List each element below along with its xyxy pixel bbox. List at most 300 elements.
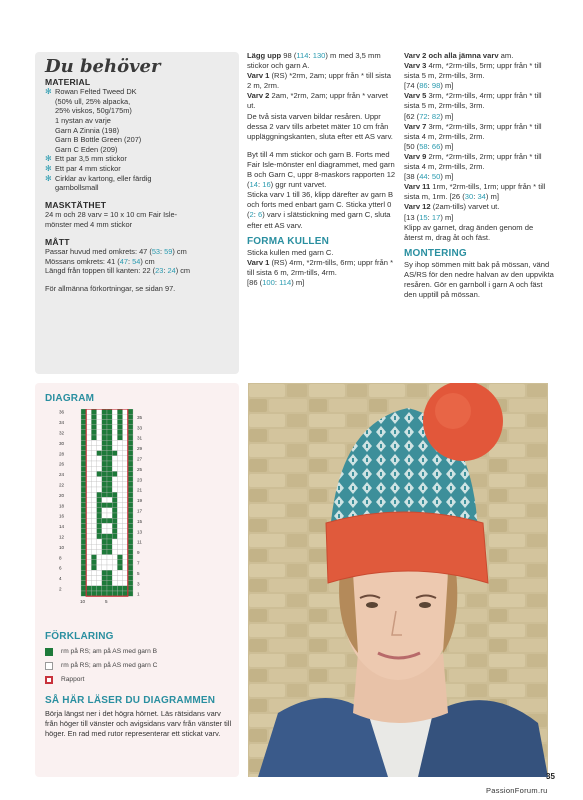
chart-row-label: 8	[59, 555, 62, 561]
crown-row-1-count: [86 (100: 114) m]	[247, 277, 305, 287]
instructions-column-2	[247, 51, 397, 288]
chart-row-label: 22	[59, 482, 65, 488]
chart-cell	[81, 565, 86, 570]
chart-cell	[86, 440, 91, 445]
chart-cell	[102, 560, 107, 565]
chart-cell	[128, 451, 133, 456]
chart-cell	[123, 414, 128, 419]
chart-cell	[117, 419, 122, 424]
chart-cell	[112, 503, 117, 508]
chart-cell	[112, 549, 117, 554]
chart-cell	[123, 518, 128, 523]
chart-row-label: 15	[137, 518, 143, 524]
chart-cell	[81, 560, 86, 565]
chart-cell	[91, 477, 96, 482]
crown-heading: FORMA KULLEN	[247, 235, 330, 247]
chart-cell	[112, 409, 117, 414]
chart-cell	[102, 435, 107, 440]
chart-cell	[102, 518, 107, 523]
chart-cell	[128, 581, 133, 586]
chart-cell	[112, 544, 117, 549]
chart-cell	[107, 425, 112, 430]
chart-cell	[86, 482, 91, 487]
chart-cell	[123, 560, 128, 565]
chart-cell	[117, 591, 122, 596]
chart-cell	[107, 555, 112, 560]
chart-cell	[128, 586, 133, 591]
chart-cell	[91, 430, 96, 435]
chart-cell	[117, 555, 122, 560]
chart-cell	[81, 503, 86, 508]
bullet-icon: ✻	[45, 87, 52, 97]
chart-cell	[102, 529, 107, 534]
chart-cell	[128, 430, 133, 435]
chart-cell	[91, 565, 96, 570]
chart-cell	[123, 471, 128, 476]
chart-cell	[81, 508, 86, 513]
chart-cell	[97, 560, 102, 565]
chart-cell	[128, 555, 133, 560]
size-line-2: Mössans omkrets: 41 (47: 54) cm	[45, 256, 155, 266]
chart-cell	[102, 508, 107, 513]
legend	[45, 645, 157, 687]
chart-cell	[86, 409, 91, 414]
diagram-title: DIAGRAM	[45, 393, 95, 404]
chart-cell	[91, 586, 96, 591]
chart-cell	[112, 565, 117, 570]
chart-cell	[123, 466, 128, 471]
chart-cell	[102, 430, 107, 435]
chart-cell	[128, 539, 133, 544]
chart-cell	[123, 492, 128, 497]
chart-row-label: 2	[59, 586, 62, 592]
legend-item-green: rm på RS; am på AS med garn B	[45, 645, 157, 659]
chart-cell	[81, 456, 86, 461]
chart-cell	[117, 581, 122, 586]
chart-cell	[81, 523, 86, 528]
gauge-heading: MASKTÄTHET	[45, 199, 107, 210]
chart-cell	[123, 409, 128, 414]
chart-cell	[86, 451, 91, 456]
chart-cell	[123, 461, 128, 466]
chart-row-label: 34	[59, 420, 65, 426]
chart-cell	[112, 471, 117, 476]
chart-cell	[97, 565, 102, 570]
chart-cell	[107, 591, 112, 596]
chart-cell	[102, 482, 107, 487]
material-box	[35, 52, 239, 374]
chart-cell	[81, 534, 86, 539]
chart-cell	[102, 487, 107, 492]
chart-cell	[112, 591, 117, 596]
chart-cell	[128, 523, 133, 528]
chart-cell	[107, 487, 112, 492]
chart-cell	[81, 544, 86, 549]
chart-cell	[102, 466, 107, 471]
chart-cell	[91, 425, 96, 430]
yarn-item: ✻ Rowan Felted Tweed DK	[45, 87, 137, 97]
legend-title: FÖRKLARING	[45, 631, 114, 642]
chart-cell	[123, 477, 128, 482]
chart-cell	[86, 539, 91, 544]
chart-cell	[107, 440, 112, 445]
chart-cell	[91, 539, 96, 544]
chart-cell	[86, 466, 91, 471]
chart-cell	[107, 503, 112, 508]
chart-cell	[91, 529, 96, 534]
size-heading: MÅTT	[45, 236, 70, 247]
chart-cell	[97, 539, 102, 544]
chart-cell	[91, 513, 96, 518]
chart-row-label: 25	[137, 466, 143, 472]
chart-cell	[102, 471, 107, 476]
needles-item-2: ✻ Ett par 4 mm stickor	[45, 163, 121, 173]
chart-cell	[97, 477, 102, 482]
chart-cell	[81, 477, 86, 482]
model-photo	[248, 383, 548, 777]
crown-row-3-count: [74 (86: 98) m]	[404, 81, 454, 91]
chart-cell	[86, 487, 91, 492]
chart-cell	[128, 425, 133, 430]
chart-cell	[102, 445, 107, 450]
chart-cell	[97, 508, 102, 513]
legend-item-white: rm på RS; am på AS med garn C	[45, 659, 157, 673]
chart-cell	[128, 435, 133, 440]
chart-cell	[102, 425, 107, 430]
chart-cell	[117, 518, 122, 523]
chart-cell	[102, 451, 107, 456]
chart-row-label: 31	[137, 435, 143, 441]
chart-cell	[102, 497, 107, 502]
chart-cell	[91, 414, 96, 419]
chart-row-label: 27	[137, 456, 143, 462]
chart-row-label: 12	[59, 534, 65, 540]
circles-item-cont: garnbollsmall	[55, 183, 99, 193]
chart-cell	[128, 477, 133, 482]
finish-paragraph: Klipp av garnet, drag änden genom de återst m, drag åt och fäst.	[404, 222, 534, 242]
chart-cell	[123, 503, 128, 508]
fair-isle-paragraph: Byt till 4 mm stickor och garn B. Forts med Fair Isle-mönster enl diagrammet, med garn B och Garn C, uppr 8-maskors rapporten 12 (14: 16) ggr runt varvet.	[247, 149, 396, 190]
chart-cell	[97, 451, 102, 456]
chart-cell	[86, 581, 91, 586]
chart-cell	[97, 461, 102, 466]
bullet-icon: ✻	[45, 173, 52, 183]
crown-row-9-count: [38 (44: 50) m]	[404, 172, 454, 182]
chart-cell	[97, 425, 102, 430]
chart-cell	[107, 529, 112, 534]
chart-cell	[107, 560, 112, 565]
chart-cell	[102, 461, 107, 466]
gauge-text-2: mönster med 4 mm stickor	[45, 219, 133, 229]
chart-cell	[128, 544, 133, 549]
crown-intro: Sticka kullen med garn C.	[247, 247, 334, 257]
chart-cell	[81, 461, 86, 466]
chart-cell	[102, 409, 107, 414]
chart-cell	[112, 513, 117, 518]
chart-cell	[117, 471, 122, 476]
chart-cell	[97, 497, 102, 502]
repeat-swatch-icon	[45, 676, 53, 684]
row-1-paragraph: Varv 1 (RS) *2rm, 2am; uppr från * till sista 2 m, 2rm.	[247, 71, 391, 91]
chart-cell	[107, 430, 112, 435]
chart-cell	[112, 451, 117, 456]
chart-cell	[117, 466, 122, 471]
chart-cell	[86, 555, 91, 560]
chart-cell	[97, 445, 102, 450]
chart-cell	[107, 445, 112, 450]
material-heading: MATERIAL	[45, 76, 91, 87]
crown-row-9: Varv 9 2rm, *2rm-tills, 2rm; uppr från * till sista 4 m, 2rm-tills, 2rm.	[404, 151, 542, 172]
chart-cell	[128, 503, 133, 508]
chart-cell	[107, 435, 112, 440]
chart-cell	[123, 445, 128, 450]
chart-cell	[91, 523, 96, 528]
chart-cell	[128, 482, 133, 487]
chart-cell	[81, 581, 86, 586]
crown-row-5: Varv 5 3rm, *2rm-tills, 4rm; uppr från * till sista 5 m, 2rm-tills, 3rm.	[404, 91, 542, 111]
chart-cell	[81, 586, 86, 591]
chart-cell	[128, 419, 133, 424]
chart-cell	[107, 565, 112, 570]
chart-row-label: 19	[137, 498, 143, 504]
chart-cell	[117, 539, 122, 544]
chart-cell	[112, 518, 117, 523]
chart-cell	[81, 440, 86, 445]
chart-cell	[91, 549, 96, 554]
chart-cell	[97, 456, 102, 461]
chart-cell	[86, 575, 91, 580]
chart-cell	[86, 492, 91, 497]
chart-cell	[128, 492, 133, 497]
chart-cell	[102, 503, 107, 508]
instructions-column-3	[404, 51, 554, 300]
chart-cell	[102, 513, 107, 518]
chart-cell	[117, 482, 122, 487]
chart-cell	[86, 430, 91, 435]
reading-title: SÅ HÄR LÄSER DU DIAGRAMMEN	[45, 695, 216, 706]
chart-cell	[97, 414, 102, 419]
chart-row-label: 23	[137, 477, 143, 483]
chart-cell	[123, 549, 128, 554]
chart-cell	[91, 419, 96, 424]
chart-cell	[91, 508, 96, 513]
chart-cell	[128, 487, 133, 492]
chart-cell	[128, 497, 133, 502]
chart-row-label: 20	[59, 492, 65, 498]
even-rows: Varv 2 och alla jämna varv am.	[404, 51, 514, 60]
chart-cell	[117, 544, 122, 549]
chart-cell	[112, 440, 117, 445]
chart-cell	[117, 430, 122, 435]
chart-cell	[91, 461, 96, 466]
chart-cell	[112, 414, 117, 419]
chart-cell	[102, 539, 107, 544]
chart-cell	[86, 461, 91, 466]
chart-cell	[91, 492, 96, 497]
chart-cell	[102, 534, 107, 539]
bullet-icon: ✻	[45, 163, 52, 173]
chart-cell	[91, 591, 96, 596]
chart-cell	[123, 581, 128, 586]
chart-cell	[117, 565, 122, 570]
chart-cell	[102, 591, 107, 596]
chart-cell	[128, 518, 133, 523]
chart-row-label: 35	[137, 414, 143, 420]
chart-cell	[117, 487, 122, 492]
chart-cell	[91, 570, 96, 575]
chart-cell	[128, 560, 133, 565]
chart-cell	[117, 456, 122, 461]
chart-cell	[117, 560, 122, 565]
chart-cell	[102, 555, 107, 560]
chart-cell	[117, 435, 122, 440]
chart-row-label: 1	[137, 591, 140, 597]
crown-row-7-count: [50 (58: 66) m]	[404, 141, 454, 151]
chart-cell	[102, 586, 107, 591]
chart-cell	[112, 575, 117, 580]
chart-cell	[117, 497, 122, 502]
chart-cell	[86, 471, 91, 476]
chart-cell	[81, 409, 86, 414]
chart-cell	[86, 414, 91, 419]
chart-row-label: 33	[137, 425, 143, 431]
chart-cell	[117, 575, 122, 580]
chart-cell	[107, 586, 112, 591]
chart-cell	[81, 492, 86, 497]
chart-cell	[128, 445, 133, 450]
crown-row-5-count: [62 (72: 82) m]	[404, 111, 454, 121]
chart-cell	[123, 555, 128, 560]
chart-cell	[123, 575, 128, 580]
chart-cell	[128, 508, 133, 513]
chart-cell	[86, 435, 91, 440]
chart-row-label: 13	[137, 529, 143, 535]
chart-cell	[102, 440, 107, 445]
chart-row-label: 32	[59, 430, 65, 436]
chart-cell	[117, 534, 122, 539]
chart-cell	[112, 435, 117, 440]
chart-row-label: 28	[59, 451, 65, 457]
chart-row-label: 24	[59, 472, 65, 478]
chart-cell	[107, 523, 112, 528]
chart-cell	[123, 508, 128, 513]
chart-cell	[91, 581, 96, 586]
chart-cell	[107, 497, 112, 502]
chart-cell	[123, 544, 128, 549]
chart-cell	[107, 508, 112, 513]
chart-cell	[102, 581, 107, 586]
chart-cell	[128, 440, 133, 445]
chart-cell	[97, 555, 102, 560]
chart-cell	[102, 419, 107, 424]
chart-cell	[86, 591, 91, 596]
chart-cell	[128, 529, 133, 534]
chart-cell	[86, 523, 91, 528]
chart-cell	[102, 570, 107, 575]
chart-cell	[112, 430, 117, 435]
chart-cell	[128, 471, 133, 476]
white-swatch-icon	[45, 662, 53, 670]
chart-cell	[97, 440, 102, 445]
crown-row-12-count: [13 (15: 17) m]	[404, 212, 454, 222]
chart-cell	[128, 513, 133, 518]
chart-cell	[107, 492, 112, 497]
chart-cell	[81, 435, 86, 440]
chart-cell	[81, 471, 86, 476]
chart-row-label: 9	[137, 550, 140, 556]
chart-row-label: 36	[59, 409, 65, 415]
chart-cell	[128, 591, 133, 596]
chart-cell	[86, 445, 91, 450]
chart-cell	[97, 503, 102, 508]
chart-cell	[81, 487, 86, 492]
chart-cell	[123, 570, 128, 575]
chart-cell	[123, 565, 128, 570]
chart-cell	[123, 451, 128, 456]
chart-cell	[81, 466, 86, 471]
chart-cell	[117, 492, 122, 497]
chart-cell	[91, 487, 96, 492]
chart-cell	[107, 471, 112, 476]
chart-cell	[112, 487, 117, 492]
chart-cell	[112, 492, 117, 497]
chart-cell	[102, 492, 107, 497]
crown-row-7: Varv 7 3rm, *2rm-tills, 3rm; uppr från * till sista 4 m, 2rm-tills, 2rm.	[404, 121, 542, 141]
chart-cell	[91, 456, 96, 461]
chart-cell	[97, 570, 102, 575]
chart-cell	[123, 456, 128, 461]
chart-cell	[91, 451, 96, 456]
chart-cell	[117, 451, 122, 456]
chart-cell	[107, 575, 112, 580]
chart-cell	[102, 523, 107, 528]
chart-cell	[112, 482, 117, 487]
chart-cell	[86, 518, 91, 523]
chart-cell	[117, 414, 122, 419]
chart-cell	[97, 430, 102, 435]
chart-cell	[128, 534, 133, 539]
circles-item: ✻ Cirklar av kartong, eller färdig	[45, 173, 152, 183]
page-number: 35	[546, 772, 555, 781]
needles-item-1: ✻ Ett par 3,5 mm stickor	[45, 154, 127, 164]
chart-cell	[102, 414, 107, 419]
chart-cell	[81, 539, 86, 544]
chart-cell	[86, 508, 91, 513]
chart-cell	[102, 456, 107, 461]
diagram-box	[35, 383, 239, 777]
chart-cell	[102, 477, 107, 482]
chart-cell	[112, 570, 117, 575]
legend-item-repeat: Rapport	[45, 673, 157, 687]
chart-cell	[81, 591, 86, 596]
chart-cell	[107, 570, 112, 575]
chart-cell	[107, 581, 112, 586]
chart-cell	[97, 466, 102, 471]
chart-cell	[97, 549, 102, 554]
chart-cell	[91, 560, 96, 565]
chart-cell	[107, 518, 112, 523]
chart-cell	[112, 445, 117, 450]
chart-row-label: 4	[59, 576, 62, 582]
row-2-paragraph: Varv 2 2am, *2rm, 2am; uppr från * varvet ut.	[247, 91, 388, 111]
chart-row-label: 14	[59, 524, 65, 530]
chart-cell	[112, 523, 117, 528]
chart-cell	[123, 523, 128, 528]
chart-cell	[86, 513, 91, 518]
chart-cell	[117, 503, 122, 508]
box-title: Du behöver	[45, 56, 161, 77]
chart-cell	[81, 430, 86, 435]
